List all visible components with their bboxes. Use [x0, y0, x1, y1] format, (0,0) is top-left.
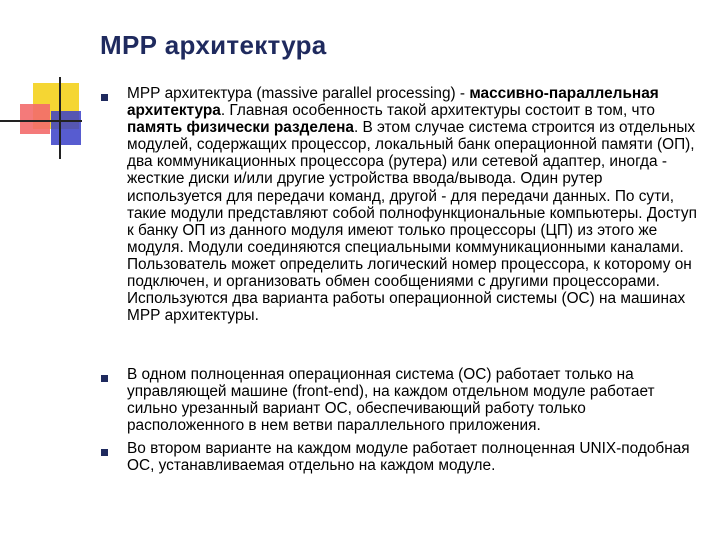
paragraph-1-bold-a: массивно-параллельная архитектура: [127, 85, 659, 120]
paragraph-2: [127, 366, 699, 434]
decor-vertical-line: [59, 77, 61, 159]
bullet-marker: [101, 375, 108, 382]
decor-horizontal-line: [0, 120, 82, 122]
decor-red-square: [20, 104, 50, 134]
bullet-marker: [101, 449, 108, 456]
paragraph-3-text: Во втором варианте на каждом модуле работает полноценная UNIX-подобная ОС, устанавливаемая отдельно на каждом модуле.: [127, 440, 690, 475]
bullet-marker: [101, 94, 108, 101]
slide-title: МРР архитектура: [100, 30, 327, 60]
paragraph-1-text-a: МРР архитектура (massive parallel processing) -: [127, 85, 470, 102]
paragraph-3: [127, 440, 699, 474]
paragraph-1-text-b: . Главная особенность такой архитектуры состоит в том, что: [220, 102, 655, 120]
paragraph-1-text-c: . В этом случае система строится из отдельных модулей, содержащих процессор, локальный банк операционной памяти (ОП), два коммуникационных процессора (рутера) или сетевой адаптер, иногда - жесткие диски и/или другие устройства ввода/вывода. Один рутер используется для передачи команд, другой - для передачи данных. По сути, такие модули представляют собой полнофункциональные компьютеры. Доступ к банку ОП из данного модуля имеют только процессоры (ЦП) из этого же модуля. Модули соединяются специальными коммуникационными каналами. Пользователь может определить логический номер процессора, к которому он подключен, и организовать обмен сообщениями с другими процессорами. Используются два варианта работы операционной системы (ОС) на машинах МРР архитектуры.: [127, 119, 697, 325]
paragraph-1: [127, 85, 699, 324]
decor-blue-square: [51, 111, 81, 145]
paragraph-2-text: В одном полноценная операционная система (ОС) работает только на управляющей машине (front-end), на каждом отдельном модуле работает сильно урезанный вариант ОС, обеспечивающий работу только расположенного в нем ветви параллельного приложения.: [127, 366, 655, 435]
paragraph-1-bold-b: память физически разделена: [127, 119, 354, 137]
